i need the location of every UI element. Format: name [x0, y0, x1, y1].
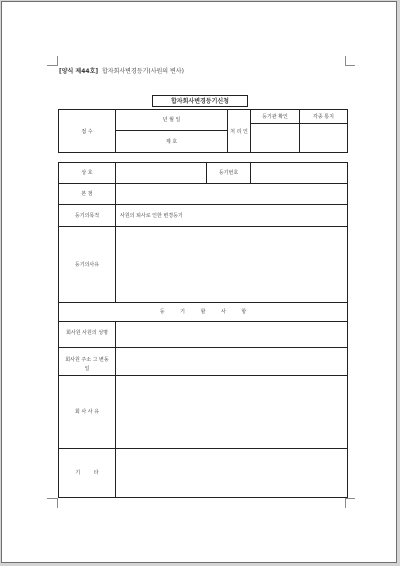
- title-box: [152, 95, 248, 107]
- reg-reason-label: 등기의사유: [74, 262, 100, 268]
- date-label: 년 월 일: [162, 117, 181, 123]
- date-cell: [115, 109, 228, 131]
- notice-header: [299, 109, 348, 124]
- page-title: 합자회사변경등기신청: [171, 98, 229, 105]
- form-name: 합자회사변경등기(사원의 변사): [102, 68, 184, 75]
- reg-seal-label: 등기관 확인: [262, 114, 288, 120]
- receipt-label: 접 수: [81, 129, 93, 135]
- company-items-label-cell: [58, 375, 116, 449]
- misc-value: [115, 448, 348, 498]
- trade-name-label: 상 호: [81, 170, 93, 176]
- reg-items-header-cell: [58, 302, 348, 322]
- company-items-label: 회 사 사 유: [74, 409, 100, 415]
- member-address-value: [115, 347, 348, 376]
- number-label: 제 호: [165, 139, 178, 145]
- crop-mark-top-left: [57, 56, 58, 66]
- processor-cell: [227, 109, 251, 153]
- reg-number-label-cell: [206, 162, 251, 184]
- reg-number-label: 등기번호: [218, 170, 239, 176]
- crop-mark-bottom-right: [345, 498, 346, 508]
- reg-reason-label-cell: [58, 226, 116, 303]
- reg-cause-value-cell: [115, 204, 348, 227]
- head-office-label-cell: [58, 183, 116, 205]
- number-cell: [115, 130, 228, 153]
- misc-label-cell: [58, 448, 116, 498]
- reg-items-header: 등 기 할 사 항: [159, 309, 247, 315]
- member-name-label-cell: [58, 321, 116, 348]
- form-page: [1, 1, 397, 563]
- reg-number-value: [250, 162, 348, 184]
- trade-name-value: [115, 162, 207, 184]
- misc-label: 기 타: [75, 470, 99, 476]
- head-office-value: [115, 183, 348, 205]
- company-items-value: [115, 375, 348, 449]
- reg-reason-value: [115, 226, 348, 303]
- reg-seal-box: [250, 123, 300, 153]
- trade-name-label-cell: [58, 162, 116, 184]
- crop-mark-top-right-h: [345, 65, 355, 66]
- member-address-label: 회사원 주소 그 변동일: [65, 357, 109, 372]
- member-name-label: 회사원 사원의 성명: [66, 330, 108, 336]
- processor-label: 처 리 인: [230, 129, 248, 135]
- crop-mark-bottom-left-h: [47, 498, 57, 499]
- reg-cause-label: 등기의목적: [74, 213, 100, 219]
- member-name-value: [115, 321, 348, 348]
- reg-cause-value: 사원의 퇴사로 인한 변경등기: [120, 213, 183, 219]
- reg-cause-label-cell: [58, 204, 116, 227]
- notice-box: [299, 123, 348, 153]
- crop-mark-bottom-right-h: [345, 498, 355, 499]
- reg-seal-header: [250, 109, 300, 124]
- head-office-label: 본 점: [81, 191, 93, 197]
- notice-label: 각종 통지: [313, 114, 334, 120]
- form-number: [양식 제44호]: [59, 68, 99, 75]
- crop-mark-top-left-h: [47, 65, 57, 66]
- crop-mark-bottom-left: [57, 498, 58, 508]
- receipt-label-cell: [58, 109, 116, 153]
- member-address-label-cell: [58, 347, 116, 376]
